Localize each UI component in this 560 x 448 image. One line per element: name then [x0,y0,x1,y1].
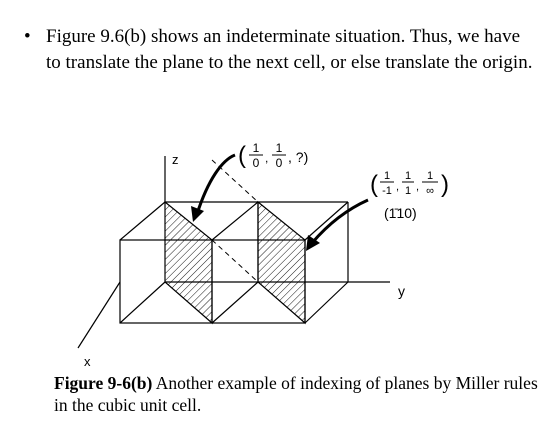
bullet-text: Figure 9.6(b) shows an indeterminate situation. Thus, we have to translate the plane to the next cell, or else translate the origin. [46,26,533,73]
svg-text:(: ( [238,142,246,169]
arrow-right [312,200,368,243]
top-frac-1-den: 0 [252,156,260,170]
caption-label: Figure 9-6(b) [54,373,153,393]
bullet-dot: • [24,26,31,47]
right-frac-1-den: -1 [382,185,392,197]
figure-caption [54,372,554,416]
top-annotation [238,141,308,170]
svg-text:(: ( [370,171,378,198]
svg-text:,: , [396,181,400,193]
right-frac-2-num: 1 [404,170,412,182]
right-annotation [370,170,449,221]
miller-figure [0,130,560,375]
x-axis-label: x [84,354,91,369]
right-frac-1-num: 1 [383,170,391,182]
arrow-top [197,155,235,214]
hatched-plane-left [165,202,212,323]
top-frac-1-num: 1 [252,141,260,155]
receding-edges [120,202,348,323]
right-frac-3-num: 1 [426,170,434,182]
top-frac-2-num: 1 [275,141,283,155]
x-axis [78,282,120,348]
right-frac-2-den: 1 [404,185,412,197]
y-axis-label: y [398,283,405,299]
caption-text: Another example of indexing of planes by Miller rules in the cubic unit cell. [54,373,538,415]
hatched-plane-right [258,202,305,323]
right-frac-3-den: ∞ [426,185,434,197]
svg-text:,: , [416,181,420,193]
svg-text:): ) [441,171,449,198]
top-frac-2-den: 0 [275,156,283,170]
miller-index-label: (1̄10) [384,205,417,221]
svg-text:,: , [265,151,269,165]
top-annotation-trailing: , ?) [288,149,309,165]
z-axis-label: z [172,152,179,167]
